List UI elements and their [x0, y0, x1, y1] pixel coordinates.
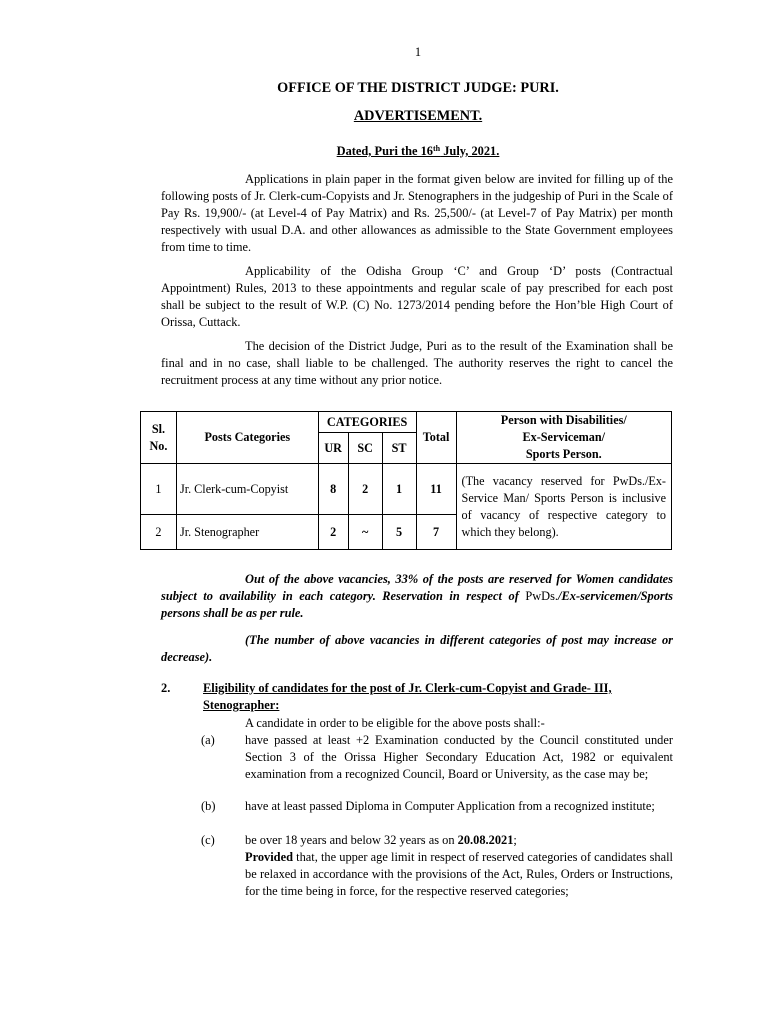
- office-title: OFFICE OF THE DISTRICT JUDGE: PURI.: [277, 80, 559, 96]
- header-categories: CATEGORIES: [318, 412, 416, 433]
- row-post: Jr. Clerk-cum-Copyist: [176, 464, 318, 515]
- proviso-paragraph: Provided that, the upper age limit in respect of reserved categories of candidates shall be relaxed in accordance with the provisions of the Act, Rules, Orders or Instructions, for the time being in force, for the respective reserved categories;: [245, 850, 673, 898]
- row-st: 1: [382, 464, 416, 515]
- reservation-note: Out of the above vacancies, 33% of the posts are reserved for Women candidates subject to availability in each category. Reservation in respect of PwDs./Ex-servicemen/Sports persons shall be as per rule.: [161, 572, 673, 620]
- vacancy-table: [140, 411, 672, 550]
- header-st: ST: [382, 433, 416, 464]
- section-number: 2.: [161, 681, 171, 695]
- table-row: [141, 464, 672, 515]
- paragraph-decision: The decision of the District Judge, Puri as to the result of the Examination shall be final and in no case, shall liable to be challenged. The authority reserves the right to cancel the recruitment process at any time without any prior notice.: [161, 339, 673, 387]
- header-total: Total: [416, 412, 456, 464]
- paragraph-applicability: Applicability of the Odisha Group ‘C’ and Group ‘D’ posts (Contractual Appointment) Rules, 2013 to these appointments and regular scale of pay prescribed for each post shall be subject to the result of W.P. (C) No. 1273/2014 pending before the Hon’ble High Court of Orissa, Cuttack.: [161, 264, 673, 329]
- dated-line: [0, 143, 770, 160]
- header-posts-categories: Posts Categories: [176, 412, 318, 464]
- pwd-note: (The vacancy reserved for PwDs./Ex-Service Man/ Sports Person is inclusive of vacancy of respective category to which they belong).: [456, 464, 671, 550]
- row-total: 11: [416, 464, 456, 515]
- item-label: (a): [201, 733, 215, 747]
- row-sl: 1: [141, 464, 177, 515]
- row-total: 7: [416, 515, 456, 550]
- row-st: 5: [382, 515, 416, 550]
- header-sc: SC: [348, 433, 382, 464]
- dated-suffix: July, 2021.: [440, 144, 500, 158]
- paragraph-invitation: Applications in plain paper in the format given below are invited for filling up of the following posts of Jr. Clerk-cum-Copyists and Jr. Stenographers in the judgeship of Puri in the Scale of Pay Rs. 19,900/- (at Level-4 of Pay Matrix) and Rs. 25,500/- (at Level-7 of Pay Matrix) per month respectively with usual D.A. and other allowances as admissible to the State Government employees from time to time.: [161, 172, 673, 254]
- section-title: Eligibility of candidates for the post of Jr. Clerk-cum-Copyist and Grade- III, Stenographer:: [203, 681, 612, 712]
- header-pwd: Person with Disabilities/ Ex-Serviceman/ Sports Person.: [456, 412, 671, 464]
- row-ur: 8: [318, 464, 348, 515]
- eligibility-intro: A candidate in order to be eligible for the above posts shall:-: [245, 716, 545, 730]
- row-sc: 2: [348, 464, 382, 515]
- dated-sup: th: [433, 144, 441, 153]
- dated-prefix: Dated, Puri the 16: [336, 144, 434, 158]
- header-ur: UR: [318, 433, 348, 464]
- row-sl: 2: [141, 515, 177, 550]
- vacancy-change-note: (The number of above vacancies in different categories of post may increase or decrease).: [161, 633, 673, 664]
- page-number: 1: [414, 45, 422, 59]
- advertisement-heading: ADVERTISEMENT.: [353, 108, 483, 124]
- item-label: (b): [201, 799, 216, 813]
- header-sl-no: Sl. No.: [141, 412, 177, 464]
- item-text: have at least passed Diploma in Computer Application from a recognized institute;: [245, 799, 655, 813]
- item-text: be over 18 years and below 32 years as on 20.08.2021;: [245, 833, 517, 847]
- row-ur: 2: [318, 515, 348, 550]
- row-post: Jr. Stenographer: [176, 515, 318, 550]
- item-text: have passed at least +2 Examination conducted by the Council constituted under Section 3 of the Orissa Higher Secondary Education Act, 1982 or equivalent examination from a recognized Council, Board or University, as the case may be;: [245, 733, 673, 781]
- row-sc: ~: [348, 515, 382, 550]
- item-label: (c): [201, 833, 215, 847]
